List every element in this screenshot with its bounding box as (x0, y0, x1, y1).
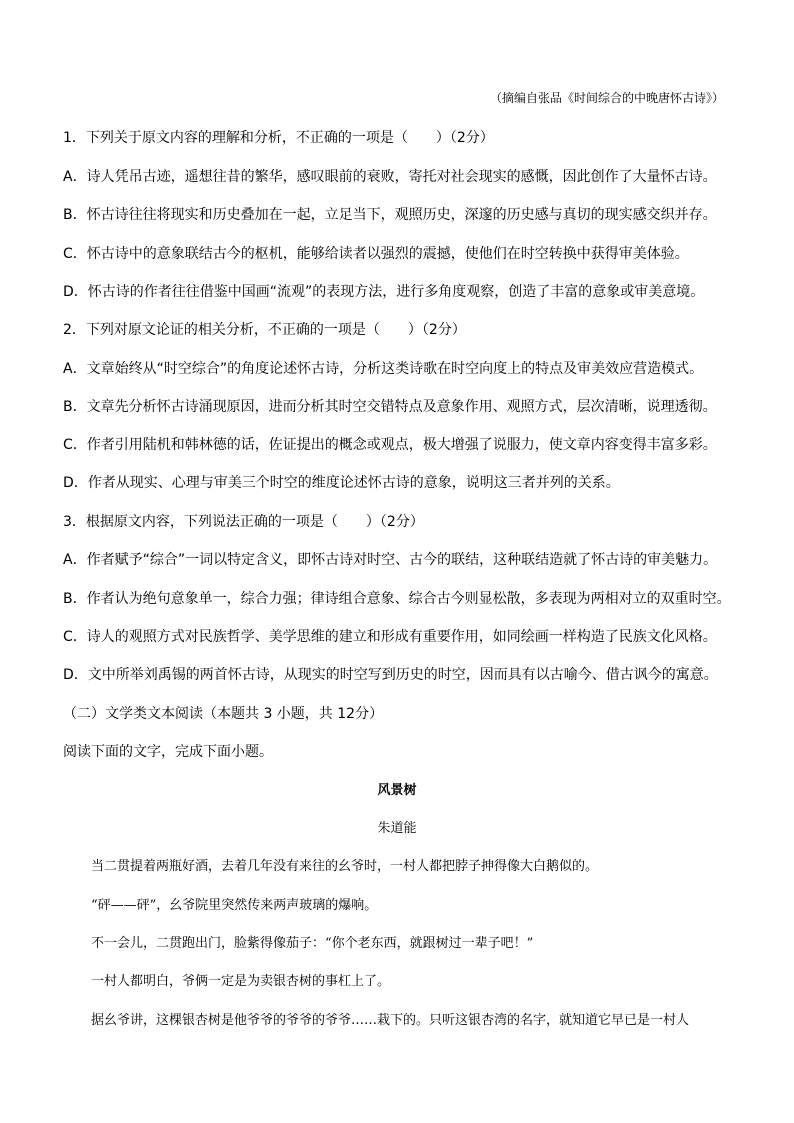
story-paragraph: 一村人都明白，爷俩一定是为卖银杏树的事杠上了。 (91, 974, 391, 989)
question-3-option-c: C．诗人的观照方式对民族哲学、美学思维的建立和形成有重要作用，如同绘画一样构造了民族文化风格。 (63, 629, 717, 645)
section-heading: （二）文学类文本阅读（本题共 3 小题，共 12分） (63, 706, 384, 722)
question-1-stem: 1．下列关于原文内容的理解和分析，不正确的一项是（ ）（2分） (63, 130, 494, 146)
question-3-option-b: B．作者认为绝句意象单一，综合力强；律诗组合意象、综合古今则显松散，多表现为两相对立的双重时空。 (63, 591, 731, 607)
question-3-option-a: A．作者赋予“综合”一词以特定含义，即怀古诗对时空、古今的联结，这种联结造就了怀古诗的审美魅力。 (63, 552, 718, 568)
question-3-stem: 3．根据原文内容，下列说法正确的一项是（ ）（2分） (63, 514, 424, 530)
reading-instruction: 阅读下面的文字，完成下面小题。 (63, 744, 273, 760)
story-paragraph: 不一会儿，二贯跑出门，脸紫得像茄子：“你个老东西，就跟树过一辈子吧！” (91, 936, 534, 951)
question-2-option-b: B．文章先分析怀古诗涌现原因，进而分析其时空交错特点及意象作用、观照方式，层次清晰，说理透彻。 (63, 399, 717, 415)
story-paragraph: “砰——砰”，幺爷院里突然传来两声玻璃的爆响。 (91, 898, 378, 913)
question-2-option-d: D．作者从现实、心理与审美三个时空的维度论述怀古诗的意象，说明这三者并列的关系。 (63, 475, 620, 491)
question-1-option-b: B．怀古诗往往将现实和历史叠加在一起，立足当下，观照历史，深邃的历史感与真切的现实感交织并存。 (63, 207, 717, 223)
source-citation: （摘编自张品《时间综合的中晚唐怀古诗》） (489, 91, 724, 105)
question-1-option-a: A．诗人凭吊古迹，遥想往昔的繁华，感叹眼前的衰败，寄托对社会现实的感慨，因此创作了大量怀古诗。 (63, 169, 717, 185)
question-1-option-d: D．怀古诗的作者往往借鉴中国画“流观”的表现方法，进行多角度观察，创造了丰富的意象或审美意境。 (63, 284, 705, 300)
story-title: 风景树 (377, 783, 417, 798)
question-2-option-c: C．作者引用陆机和韩林德的话，佐证提出的概念或观点，极大增强了说服力，使文章内容变得丰富多彩。 (63, 437, 717, 453)
story-author: 朱道能 (377, 821, 417, 836)
question-3-option-d: D．文中所举刘禹锡的两首怀古诗，从现实的时空写到历史的时空，因而具有以古喻今、借古讽今的寓意。 (63, 667, 718, 683)
question-2-option-a: A．文章始终从“时空综合”的角度论述怀古诗，分析这类诗歌在时空向度上的特点及审美效应营造模式。 (63, 361, 704, 377)
question-2-stem: 2．下列对原文论证的相关分析，不正确的一项是（ ）（2分） (63, 322, 466, 338)
story-paragraph: 据幺爷讲，这棵银杏树是他爷爷的爷爷的爷爷……栽下的。只听这银杏湾的名字，就知道它早已是一村人 (91, 1013, 690, 1028)
question-1-option-c: C．怀古诗中的意象联结古今的枢机，能够给读者以强烈的震撼，使他们在时空转换中获得审美体验。 (63, 246, 689, 262)
story-paragraph: 当二贯提着两瓶好酒，去着几年没有来往的幺爷时，一村人都把脖子抻得像大白鹅似的。 (91, 859, 599, 874)
